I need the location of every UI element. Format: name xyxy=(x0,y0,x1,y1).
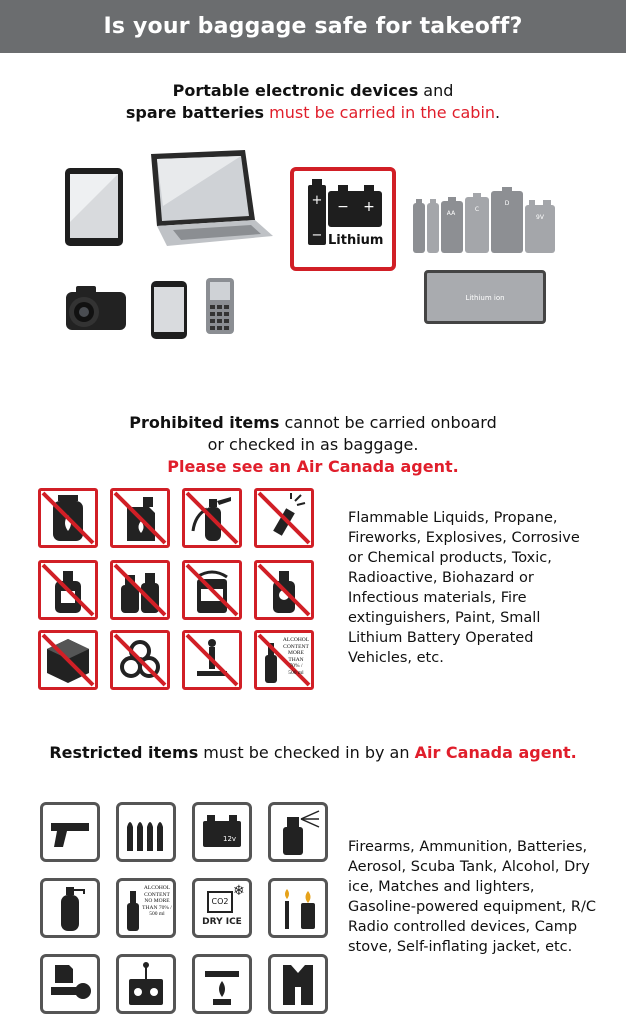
restricted-firearm-icon xyxy=(40,802,100,862)
svg-text:+: + xyxy=(363,199,375,215)
prohibited-toxic-bottle-icon xyxy=(254,560,314,620)
svg-text:9V: 9V xyxy=(536,214,544,221)
svg-text:−: − xyxy=(311,228,323,243)
prohibited-fireworks-icon xyxy=(254,488,314,548)
restricted-aerosol-icon xyxy=(268,802,328,862)
svg-text:AA: AA xyxy=(446,210,456,217)
restricted-matches-lighter-icon xyxy=(268,878,328,938)
prohibited-alcohol-icon: ALCOHOL CONTENT MORE THAN 70% / 500 ml xyxy=(254,630,314,690)
prohibited-radioactive-box-icon xyxy=(38,630,98,690)
prohibited-biohazard-icon xyxy=(110,630,170,690)
restricted-scuba-tank-icon xyxy=(40,878,100,938)
restricted-description: Firearms, Ammunition, Batteries, Aerosol, Scuba Tank, Alcohol, Dry ice, Matches and lighters, Gasoline-powered equipment, R/C Radio controlled devices, Camp stove, Self-inflating jacket, etc. xyxy=(348,839,596,955)
battery-cells-icon xyxy=(413,187,558,257)
svg-text:C: C xyxy=(474,206,480,213)
prohibited-chemical-bottle-icon xyxy=(38,560,98,620)
svg-text:D: D xyxy=(504,200,510,207)
prohibited-description: Flammable Liquids, Propane, Fireworks, Explosives, Corrosive or Chemical products, Toxic, Radioactive, Biohazard or Infectious materials, Fire extinguishers, Paint, Small Lithium Battery Operated Vehicles, etc. xyxy=(348,510,580,666)
svg-text:−: − xyxy=(337,199,349,215)
prohibited-fire-extinguisher-icon xyxy=(182,488,242,548)
restricted-dry-ice-icon: CO2 ❄ DRY ICE xyxy=(192,878,252,938)
laptop-icon xyxy=(143,148,275,248)
svg-text:+: + xyxy=(311,193,323,208)
lithium-label: Lithium xyxy=(328,233,384,248)
restricted-heading: Restricted items must be checked in by an Air Canada agent. xyxy=(49,743,577,762)
prohibited-gas-can-icon xyxy=(110,488,170,548)
camera-icon xyxy=(62,284,132,334)
restricted-camp-stove-icon xyxy=(192,954,252,1014)
prohibited-spray-bottle-icon xyxy=(110,560,170,620)
cellphone-icon xyxy=(205,277,235,335)
smartphone-icon xyxy=(150,280,188,340)
restricted-life-jacket-icon xyxy=(268,954,328,1014)
lithium-battery-icon xyxy=(290,167,396,271)
electronics-heading: Portable electronic devices and spare batteries must be carried in the cabin. xyxy=(125,81,501,122)
page-title-banner xyxy=(0,0,626,53)
tablet-icon xyxy=(64,167,124,247)
restricted-gasoline-equipment-icon xyxy=(40,954,100,1014)
restricted-battery-icon: 12v xyxy=(192,802,252,862)
lithium-ion-pack-icon xyxy=(424,270,546,324)
page-title: Is your baggage safe for takeoff? xyxy=(103,14,523,39)
restricted-rc-device-icon xyxy=(116,954,176,1014)
prohibited-hoverboard-icon xyxy=(182,630,242,690)
prohibited-propane-icon xyxy=(38,488,98,548)
restricted-alcohol-icon: ALCOHOL CONTENT NO MORE THAN 70% / 500 ml xyxy=(116,878,176,938)
prohibited-paint-can-icon xyxy=(182,560,242,620)
restricted-ammunition-icon xyxy=(116,802,176,862)
lithium-ion-label: Lithium ion xyxy=(465,294,505,302)
prohibited-heading: Prohibited items cannot be carried onboard or checked in as baggage. Please see an Air Canada agent. xyxy=(129,413,497,476)
